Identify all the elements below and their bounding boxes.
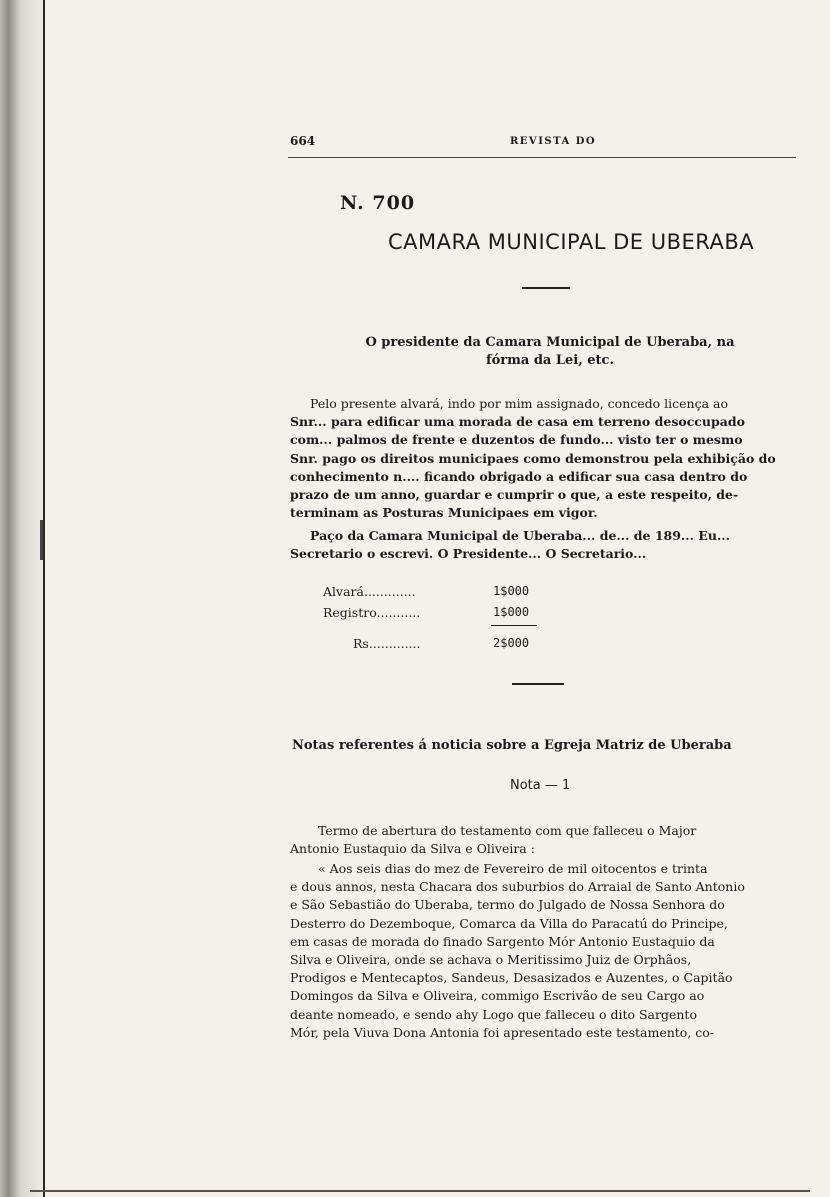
text-line: em casas de morada do finado Sargento Mór Antonio Eustaquio da — [290, 933, 715, 949]
text-line: Paço da Camara Municipal de Uberaba... de... de 189... Eu... — [310, 528, 731, 543]
text-line: Snr. pago os direitos municipaes como demonstrou pela exhibição do — [290, 450, 776, 466]
text-line: Termo de abertura do testamento com que falleceu o Major — [318, 823, 697, 838]
nota-label: Nota — 1 — [510, 778, 571, 793]
document-heading: CAMARA MUNICIPAL DE UBERABA — [388, 230, 755, 254]
text-line: prazo de um anno, guardar e cumprir o que, a este respeito, de- — [290, 487, 739, 503]
notes-intro — [290, 822, 798, 858]
text-line: Desterro do Dezemboque, Comarca da Villa do Paracatú do Principe, — [290, 915, 728, 931]
text-line: terminam as Posturas Municipaes em vigor. — [290, 505, 598, 521]
subtitle-line-2: fórma da Lei, etc. — [486, 353, 614, 368]
fee-row — [323, 605, 553, 626]
fee-label: Registro........... — [323, 605, 421, 620]
section-divider — [512, 683, 564, 685]
text-line: Secretario o escrevi. O Presidente... O Secretario... — [290, 546, 647, 562]
text-line: « Aos seis dias do mez de Fevereiro de mil oitocentos e trinta — [318, 861, 708, 876]
fee-label: Alvará............. — [323, 584, 416, 599]
text-line: Prodigos e Mentecaptos, Sandeus, Desasizados e Auzentes, o Capitão — [290, 970, 733, 986]
notes-title: Notas referentes á noticia sobre a Egreja Matriz de Uberaba — [292, 738, 732, 753]
text-line: Snr... para edificar uma morada de casa em terreno desoccupado — [290, 414, 745, 430]
fee-table — [323, 584, 553, 657]
fee-total-label: Rs............. — [353, 636, 421, 651]
text-line: com... palmos de frente e duzentos de fundo... visto ter o mesmo — [290, 432, 743, 448]
fee-total-row — [323, 636, 553, 657]
text-line: Pelo presente alvará, indo por mim assignado, concedo licença ao — [310, 396, 728, 411]
text-line: Antonio Eustaquio da Silva e Oliveira : — [290, 841, 535, 857]
fee-value: 1$000 — [493, 584, 530, 598]
text-line: Domingos da Silva e Oliveira, commigo Escrivão de seu Cargo ao — [290, 988, 705, 1004]
text-line: deante nomeado, e sendo ahy Logo que falleceu o dito Sargento — [290, 1006, 697, 1022]
subtitle-line-1: O presidente da Camara Municipal de Uberaba, na — [365, 335, 735, 350]
running-title: REVISTA DO — [510, 136, 597, 147]
text-line: Silva e Oliveira, onde se achava o Meritissimo Juiz de Orphãos, — [290, 952, 692, 968]
sum-rule — [491, 625, 537, 626]
heading-divider — [522, 287, 570, 289]
page-number: 664 — [290, 134, 316, 148]
text-line: e São Sebastião do Uberaba, termo do Julgado de Nossa Senhora do — [290, 897, 725, 913]
header-rule — [288, 157, 796, 158]
license-paragraph — [290, 395, 798, 522]
text-line: conhecimento n.... ficando obrigado a edificar sua casa dentro do — [290, 468, 748, 484]
fee-value: 1$000 — [493, 605, 530, 619]
text-line: e dous annos, nesta Chacara dos suburbios do Arraial de Santo Antonio — [290, 879, 745, 895]
testament-quote — [290, 860, 798, 1042]
fee-total-value: 2$000 — [493, 636, 530, 650]
document-number: N. 700 — [340, 192, 416, 214]
fee-row — [323, 584, 553, 605]
text-line: Mór, pela Viuva Dona Antonia foi apresentado este testamento, co- — [290, 1024, 715, 1040]
signature-paragraph — [290, 527, 798, 563]
